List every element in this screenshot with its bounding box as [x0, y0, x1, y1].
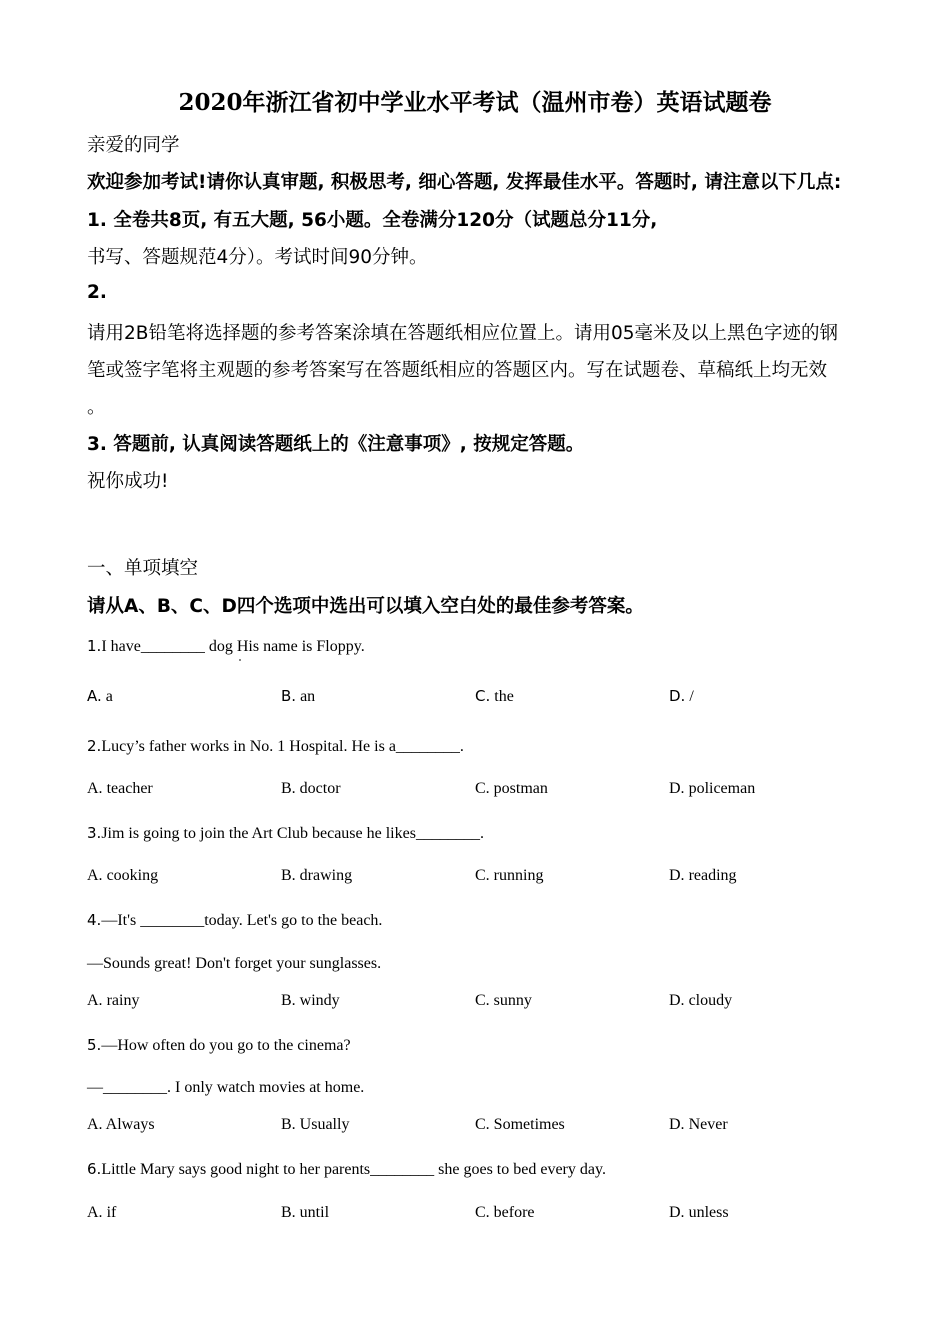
option-2a[interactable]: A. teacher [87, 780, 153, 797]
question-text: —It's ________today. Let's go to the beach. [101, 912, 383, 929]
intro-greeting: 亲爱的同学 [87, 135, 180, 156]
option-2b[interactable]: B. doctor [281, 780, 341, 797]
option-4d[interactable]: D. cloudy [669, 992, 733, 1009]
question-text: Jim is going to join the Art Club because he likes________. [101, 825, 484, 842]
question-6 [87, 1160, 606, 1179]
option-4a[interactable]: A. rainy [87, 992, 140, 1009]
note-2-line-1: 请用2B铅笔将选择题的参考答案涂填在答题纸相应位置上。请用05毫米及以上黑色字迹的钢 [87, 323, 839, 344]
option-6d[interactable]: D. unless [669, 1204, 729, 1221]
option-6c[interactable]: C. before [475, 1204, 535, 1221]
option-1d[interactable]: D. / [669, 687, 694, 705]
option-4c[interactable]: C. sunny [475, 992, 532, 1009]
question-3 [87, 824, 484, 843]
option-3c[interactable]: C. running [475, 867, 544, 884]
note-1-line-1: 1. 全卷共8页, 有五大题, 56小题。全卷满分120分（试题总分11分, [87, 210, 658, 231]
intro-closing: 祝你成功! [87, 471, 169, 492]
question-5-reply: —________. I only watch movies at home. [87, 1079, 365, 1096]
question-number: 5. [87, 1036, 102, 1054]
question-number: 3. [87, 824, 102, 842]
note-2-line-3: 。 [87, 397, 106, 418]
question-5 [87, 1036, 351, 1055]
question-number: 2. [87, 737, 102, 755]
option-3d[interactable]: D. reading [669, 867, 737, 884]
page-title: 2020年浙江省初中学业水平考试（温州市卷）英语试题卷 [178, 89, 772, 116]
question-number: 4. [87, 911, 102, 929]
option-5b[interactable]: B. Usually [281, 1116, 350, 1133]
option-1c[interactable]: C. the [475, 687, 514, 705]
question-text: Little Mary says good night to her parents________ she goes to bed every day. [101, 1161, 606, 1178]
option-6b[interactable]: B. until [281, 1204, 330, 1221]
option-2d[interactable]: D. policeman [669, 780, 756, 797]
question-number: 1. [87, 637, 102, 655]
intro-welcome: 欢迎参加考试!请你认真审题, 积极思考, 细心答题, 发挥最佳水平。答题时, 请注意以下几点: [87, 172, 842, 193]
option-1b[interactable]: B. an [281, 687, 316, 705]
note-3: 3. 答题前, 认真阅读答题纸上的《注意事项》, 按规定答题。 [87, 434, 585, 455]
section-heading: 一、单项填空 [87, 558, 199, 579]
question-text: Lucy’s father works in No. 1 Hospital. He is a________. [101, 738, 464, 755]
section-instruction: 请从A、B、C、D四个选项中选出可以填入空白处的最佳参考答案。 [87, 596, 644, 617]
question-number: 6. [87, 1160, 102, 1178]
question-4-reply: —Sounds great! Don't forget your sunglasses. [87, 955, 382, 972]
question-text: —How often do you go to the cinema? [101, 1037, 351, 1054]
note-2-number: 2. [87, 282, 107, 303]
option-6a[interactable]: A. if [87, 1204, 117, 1221]
option-5a[interactable]: A. Always [87, 1116, 155, 1133]
option-3a[interactable]: A. cooking [87, 867, 159, 884]
option-1a[interactable]: A. a [87, 687, 113, 705]
option-2c[interactable]: C. postman [475, 780, 548, 797]
option-5c[interactable]: C. Sometimes [475, 1116, 565, 1133]
question-4 [87, 911, 382, 930]
question-2 [87, 737, 464, 756]
question-1 [87, 637, 365, 656]
note-1-line-2: 书写、答题规范4分）。考试时间90分钟。 [87, 247, 428, 268]
stray-dot [239, 659, 241, 661]
option-3b[interactable]: B. drawing [281, 867, 353, 884]
question-text: I have________ dog His name is Floppy. [101, 638, 365, 655]
note-2-line-2: 笔或签字笔将主观题的参考答案写在答题纸相应的答题区内。写在试题卷、草稿纸上均无效 [87, 360, 828, 381]
option-5d[interactable]: D. Never [669, 1116, 728, 1133]
option-4b[interactable]: B. windy [281, 992, 340, 1009]
